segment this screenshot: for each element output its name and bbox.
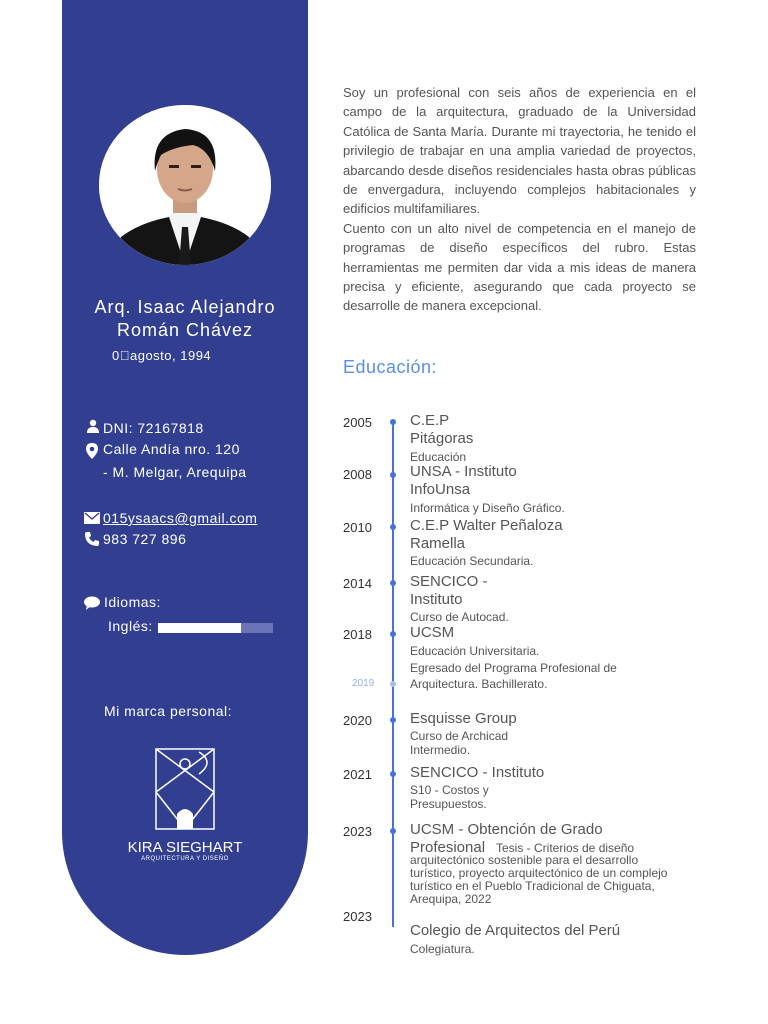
timeline-year: 2023	[343, 824, 372, 839]
language-name: Inglés:	[108, 618, 153, 634]
kira-sieghart-logo	[155, 748, 215, 830]
timeline-year: 2023	[343, 909, 372, 924]
education-detail-inline: Tesis - Criterios de diseño	[496, 841, 635, 855]
timeline-year: 2018	[343, 627, 372, 642]
timeline-dot	[390, 419, 396, 425]
education-detail: Educación Secundaria.	[410, 554, 534, 568]
education-title: UCSM	[410, 624, 455, 641]
timeline-year: 2008	[343, 467, 372, 482]
education-heading: Educación:	[343, 357, 438, 377]
timeline-dot	[390, 828, 396, 834]
person-icon	[86, 419, 100, 433]
education-title: C.E.P Walter Peñaloza Ramella	[410, 517, 563, 552]
phone-text: 983 727 896	[103, 531, 187, 547]
education-detail: Curso de Archicad Intermedio.	[410, 729, 509, 757]
phone-icon	[84, 531, 100, 547]
dni-text: DNI: 72167818	[103, 420, 204, 436]
education-title: UNSA - Instituto InfoUnsa	[410, 463, 517, 498]
address-line-1: Calle Andía nro. 120	[103, 441, 240, 457]
name-line-2: Román Chávez	[116, 320, 254, 340]
education-detail: Educación	[410, 450, 467, 464]
timeline-year: 2021	[343, 767, 372, 782]
speech-bubble-icon	[84, 596, 100, 610]
email-link[interactable]: 015ysaacs@gmail.com	[103, 510, 258, 526]
timeline-dot	[390, 524, 396, 530]
brand-tagline: ARQUITECTURA Y DISEÑO	[141, 856, 229, 862]
address-line-2: - M. Melgar, Arequipa	[103, 464, 247, 480]
about-paragraph-2: Cuento con un alto nivel de competencia en el manejo de programas de diseño específicos del rubro. Estas herramientas me permiten dar vida a mis ideas de manera precisa y eficiente, asegurando que cada proyecto se desarrolle de manera excepcional.	[343, 220, 696, 314]
timeline-dot	[390, 681, 396, 687]
education-detail: S10 - Costos y Presupuestos.	[410, 783, 489, 811]
timeline-year: 2010	[343, 520, 372, 535]
brand-label: Mi marca personal:	[104, 703, 233, 719]
education-title: Colegio de Arquitectos del Perú	[410, 922, 621, 939]
languages-label: Idiomas:	[104, 594, 161, 610]
timeline-year: 2019	[352, 678, 375, 689]
language-level-fill	[158, 623, 241, 633]
birth-date: 0 agosto, 1994	[112, 348, 212, 363]
timeline-year: 2020	[343, 713, 372, 728]
brand-name: KIRA SIEGHART	[127, 839, 243, 856]
timeline-year: 2005	[343, 415, 372, 430]
education-detail: arquitectónico sostenible para el desarrollo turístico, proyecto arquitectónico de un complejo turístico en el Pueblo Tradicional de Chiguata, Arequipa, 2022	[410, 853, 668, 906]
education-title: C.E.P Pitágoras	[410, 412, 474, 447]
education-detail: Informática y Diseño Gráfico.	[410, 501, 565, 515]
timeline-year: 2014	[343, 576, 372, 591]
education-detail: Colegiatura.	[410, 942, 475, 956]
education-detail: Curso de Autocad.	[410, 610, 509, 624]
timeline-dot	[390, 631, 396, 637]
timeline-dot	[390, 771, 396, 777]
name-line-1: Arq. Isaac Alejandro	[94, 297, 276, 317]
timeline-dot	[390, 472, 396, 478]
timeline-dot	[390, 580, 396, 586]
location-pin-icon	[86, 443, 98, 459]
education-title: SENCICO - Instituto	[410, 764, 545, 781]
education-title: Esquisse Group	[410, 710, 517, 727]
education-detail: Educación Universitaria. Egresado del Programa Profesional de Arquitectura. Bachillerato.	[410, 644, 617, 691]
education-title: UCSM - Obtención de Grado Profesional	[410, 821, 603, 856]
email-icon	[84, 512, 100, 524]
education-title: SENCICO - Instituto	[410, 573, 488, 608]
about-section	[343, 83, 696, 316]
timeline-dot	[390, 717, 396, 723]
profile-photo	[99, 105, 271, 265]
about-paragraph-1: Soy un profesional con seis años de experiencia en el campo de la arquitectura, graduado de la Universidad Católica de Santa María. Durante mi trayectoria, he tenido el privilegio de trabajar en una amplia variedad de proyectos, abarcando desde diseños residenciales hasta obras públicas de envergadura, incluyendo complejos habitacionales y edificios multifamiliares.	[343, 85, 696, 217]
timeline-line	[392, 422, 394, 927]
